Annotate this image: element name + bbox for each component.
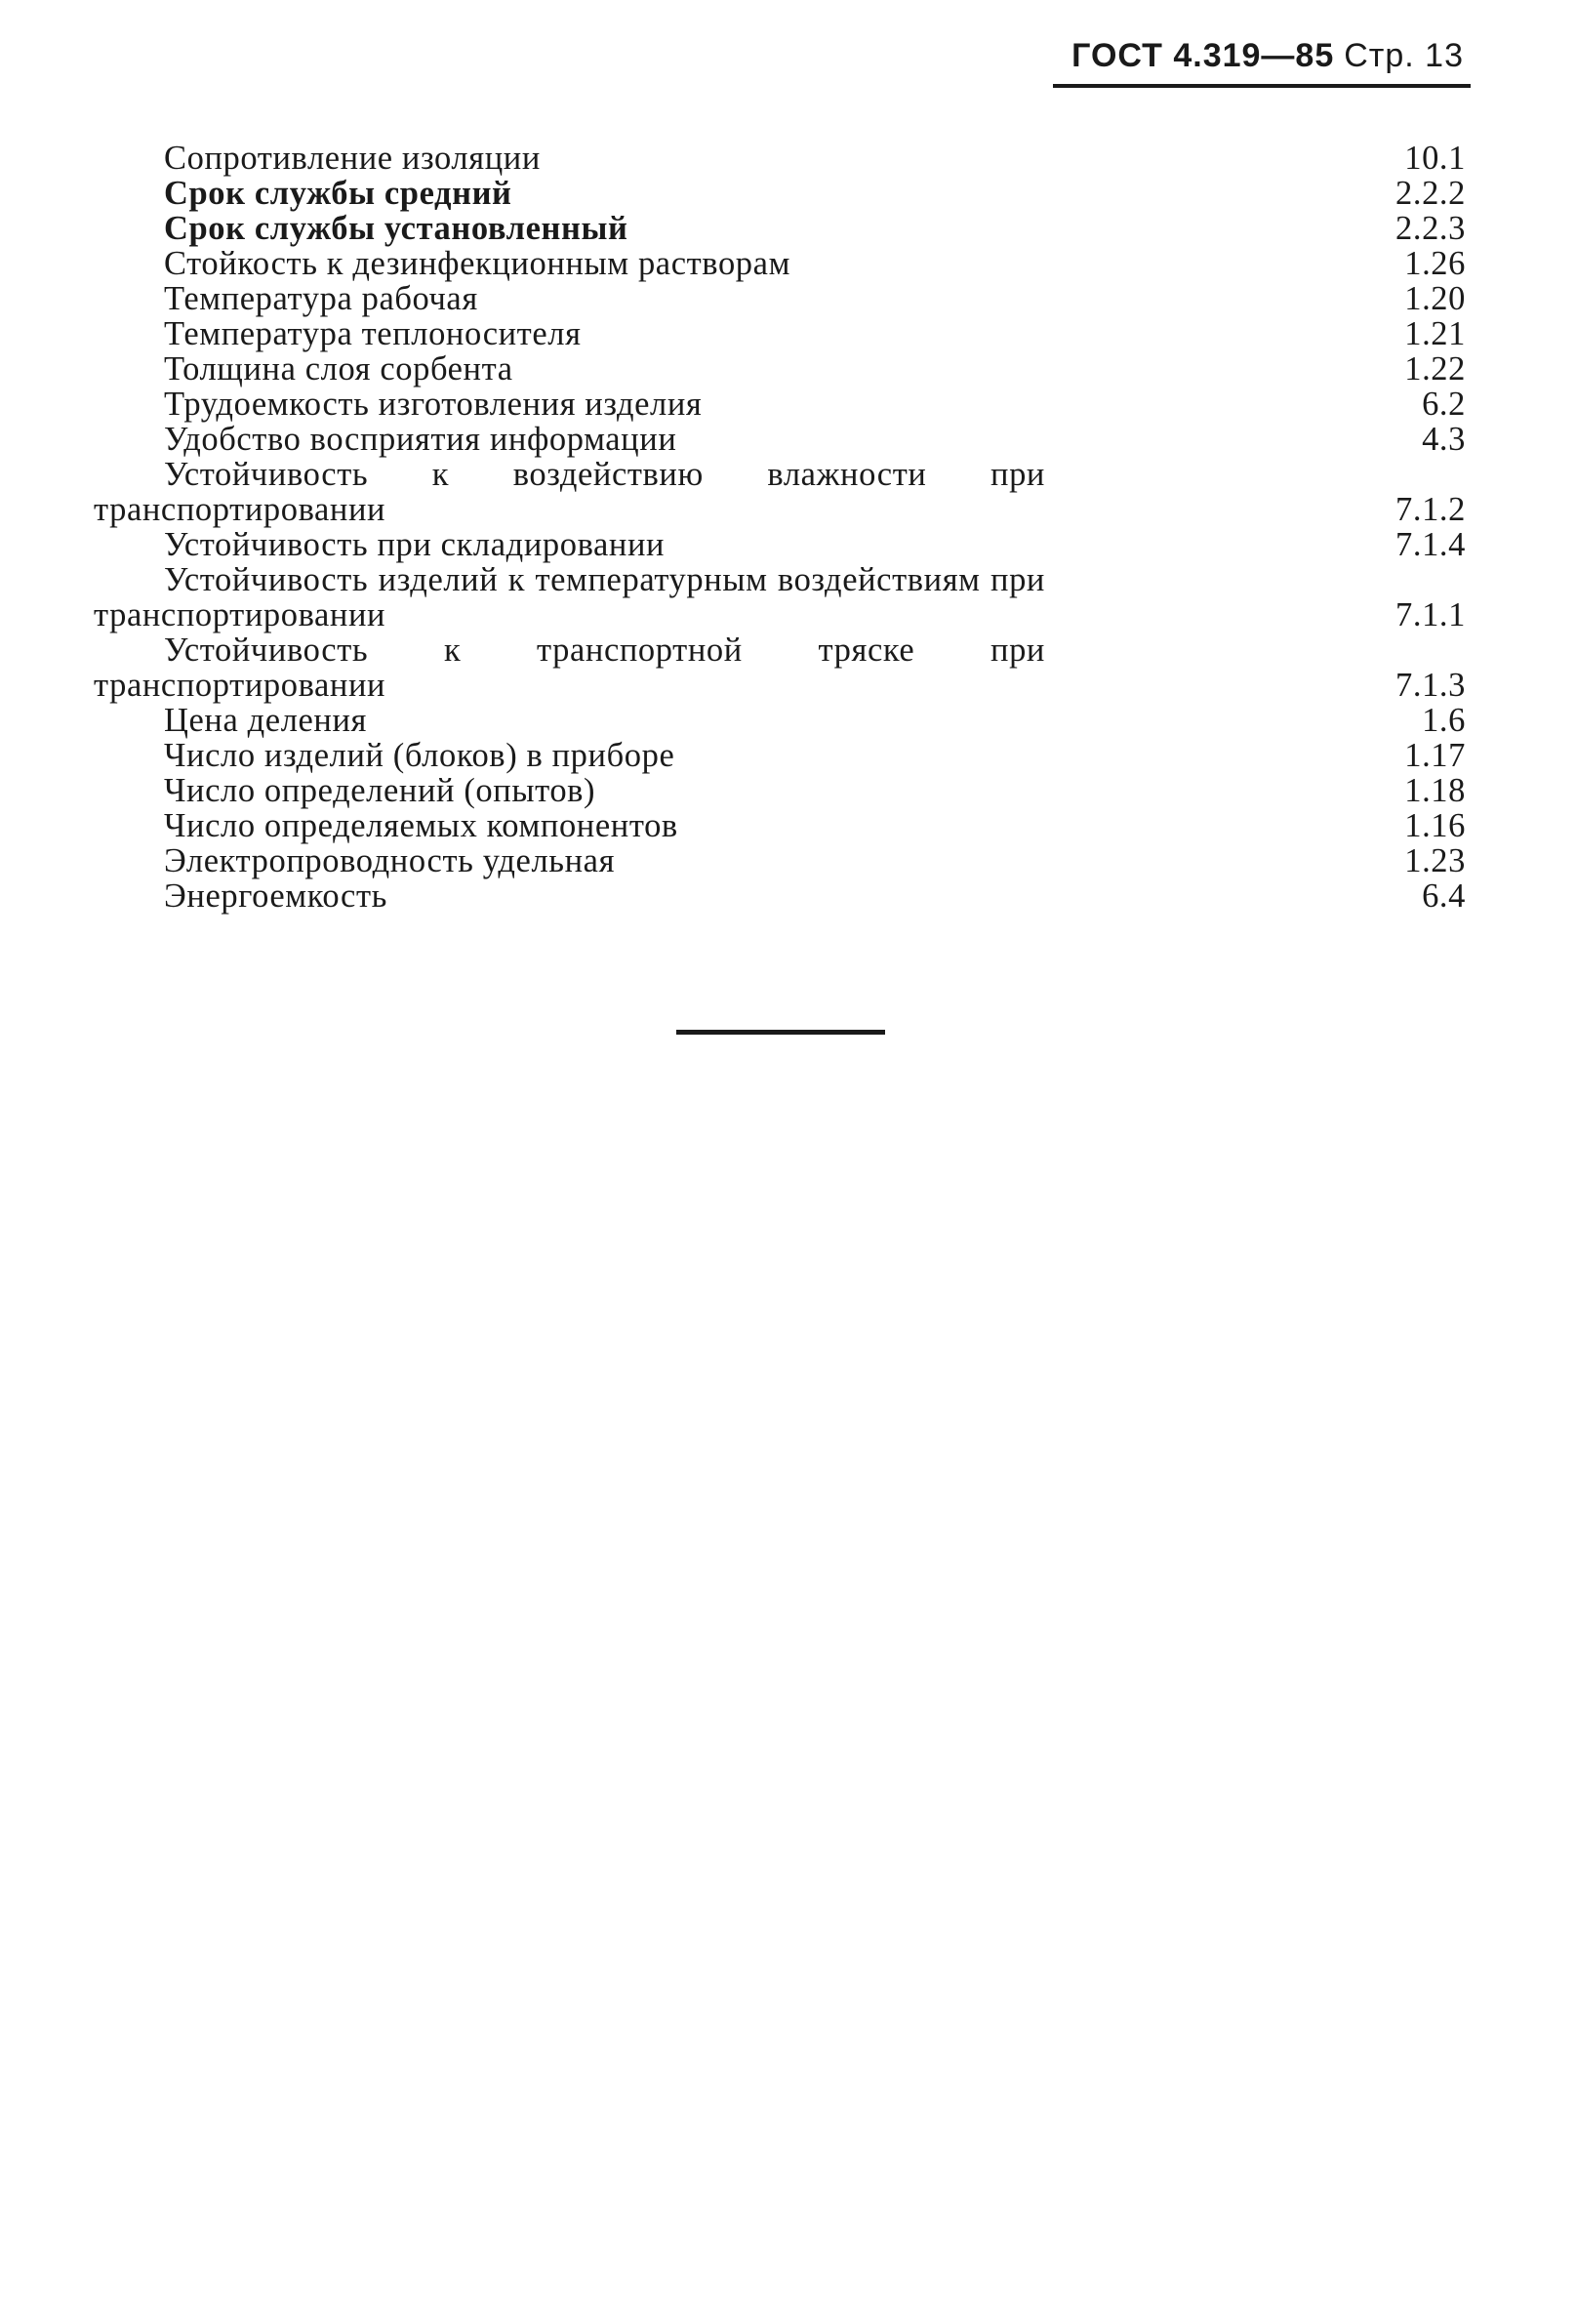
index-entry — [94, 316, 1479, 351]
end-rule — [676, 1030, 885, 1035]
index-entry-term: Сопротивление изоляции — [164, 140, 541, 177]
index-entry-term: Стойкость к дезинфекционным растворам — [164, 245, 791, 282]
index-entry-reference: 1.16 — [1404, 807, 1466, 844]
subject-index-list — [94, 141, 1479, 914]
index-entry — [94, 527, 1479, 562]
index-entry — [94, 632, 1479, 703]
index-entry-term: Устойчивость к транспортной тряске при транспортировании — [94, 632, 1045, 704]
index-entry-reference: 2.2.3 — [1395, 210, 1466, 247]
index-entry-term: Число определений (опытов) — [164, 772, 596, 809]
index-entry-reference: 6.2 — [1422, 386, 1466, 423]
index-entry — [94, 246, 1479, 281]
index-entry — [94, 422, 1479, 457]
index-entry — [94, 211, 1479, 246]
header-rule — [1053, 84, 1471, 88]
index-entry-term: Число определяемых компонентов — [164, 807, 678, 844]
index-entry-term: Срок службы средний — [164, 175, 512, 212]
index-entry-reference: 1.26 — [1404, 245, 1466, 282]
index-entry — [94, 562, 1479, 632]
index-entry-term: Устойчивость при складировании — [164, 526, 666, 563]
index-entry — [94, 843, 1479, 878]
index-entry-term: Температура рабочая — [164, 280, 478, 317]
index-entry — [94, 878, 1479, 914]
index-entry-term: Энергоемкость — [164, 877, 387, 915]
index-entry-reference: 1.23 — [1404, 842, 1466, 879]
index-entry-reference: 1.18 — [1404, 772, 1466, 809]
index-entry — [94, 703, 1479, 738]
index-entry-reference: 2.2.2 — [1395, 175, 1466, 212]
index-entry-term: Толщина слоя сорбента — [164, 350, 513, 387]
index-entry-reference: 7.1.1 — [1395, 596, 1466, 633]
index-entry-term: Устойчивость изделий к температурным воздействиям при транспортировании — [94, 561, 1045, 633]
index-entry-reference: 1.17 — [1404, 737, 1466, 774]
index-entry — [94, 738, 1479, 773]
index-entry-reference: 6.4 — [1422, 877, 1466, 915]
index-entry-term: Удобство восприятия информации — [164, 421, 677, 458]
doc-code: ГОСТ 4.319—85 — [1071, 37, 1335, 74]
index-entry-reference: 1.20 — [1404, 280, 1466, 317]
page-number: Стр. 13 — [1344, 37, 1464, 74]
index-entry-term: Число изделий (блоков) в приборе — [164, 737, 675, 774]
index-entry — [94, 176, 1479, 211]
index-entry-term: Цена деления — [164, 702, 368, 739]
index-entry-term: Срок службы установленный — [164, 210, 628, 247]
index-entry-term: Трудоемкость изготовления изделия — [164, 386, 703, 423]
index-entry-reference: 10.1 — [1404, 140, 1466, 177]
index-entry-reference: 7.1.4 — [1395, 526, 1466, 563]
index-entry — [94, 281, 1479, 316]
index-entry-reference: 1.21 — [1404, 315, 1466, 352]
index-entry — [94, 141, 1479, 176]
index-entry — [94, 387, 1479, 422]
index-entry — [94, 351, 1479, 387]
page-header — [1071, 37, 1464, 75]
index-entry-reference: 1.22 — [1404, 350, 1466, 387]
index-entry-reference: 1.6 — [1422, 702, 1466, 739]
index-entry — [94, 457, 1479, 527]
index-entry-reference: 4.3 — [1422, 421, 1466, 458]
index-entry-reference: 7.1.2 — [1395, 491, 1466, 528]
index-entry-term: Электропроводность удельная — [164, 842, 616, 879]
index-entry — [94, 773, 1479, 808]
index-entry-reference: 7.1.3 — [1395, 667, 1466, 704]
index-entry-term: Температура теплоносителя — [164, 315, 582, 352]
index-entry-term: Устойчивость к воздействию влажности при транспортировании — [94, 456, 1045, 528]
index-entry — [94, 808, 1479, 843]
